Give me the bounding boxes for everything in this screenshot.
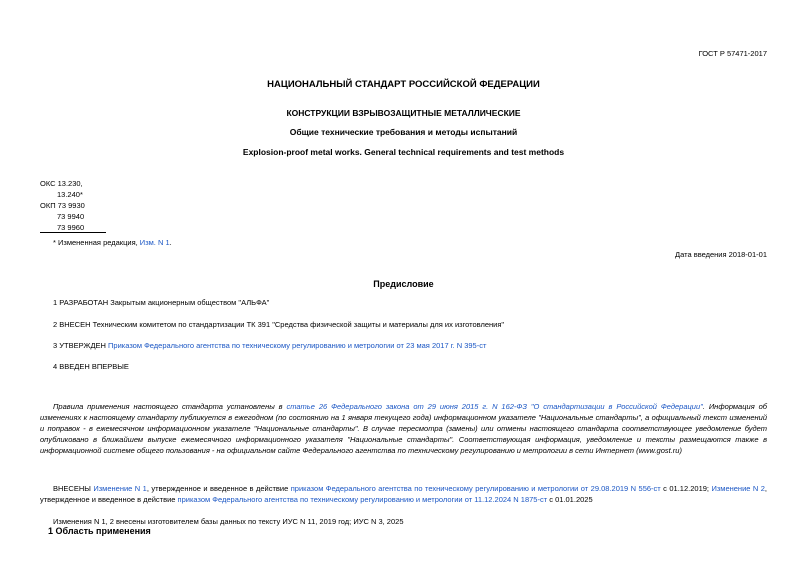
- preface-heading: Предисловие: [373, 279, 434, 289]
- classification-codes: [40, 178, 85, 233]
- standard-title-en: Explosion-proof metal works. General technical requirements and test methods: [242, 147, 565, 157]
- preface-item-approved: [53, 341, 486, 350]
- preface-item-submitted: 2 ВНЕСЕН Техническим комитетом по стандартизации ТК 391 "Средства физической защиты и материалы для их изготовления": [53, 320, 505, 329]
- federal-law-link[interactable]: статье 26 Федерального закона от 29 июня 2015 г. N 162-ФЗ "О стандартизации в Российской Федерации": [286, 402, 703, 411]
- application-rules-paragraph: [40, 401, 767, 456]
- amendments-paragraph: [40, 483, 767, 505]
- amendments-text: , утвержденное и введенное в действие: [146, 484, 291, 493]
- footnote-divider: [40, 232, 106, 233]
- intro-date: Дата введения 2018-01-01: [675, 250, 767, 259]
- footnote-end: .: [169, 238, 172, 247]
- amendments-text: , утвержденное и введенное в действие: [40, 484, 768, 504]
- rules-text-cont: . Информация об изменениях к настоящему стандарту публикуется в ежегодном (по состоянию на 1 января текущего года) информационном указателе "Национальные стандарты", а официальный текст изменений и поправок - в ежемесячном информационном указателе "Национальные стандарты". В случае пересмотра (замены) или отмены настоящего стандарта соответствующее уведомление будет опубликовано в ближайшем выпуске ежемесячного информационного указателя "Национальные стандарты". Соответствующая информация, уведомление и тексты размещаются также в информационной системе общего пользования - на официальном сайте Федерального агентства по техническому регулированию и метрологии в сети Интернет (www.gost.ru): [40, 402, 767, 455]
- approval-order-link[interactable]: Приказом Федерального агентства по техническому регулированию и метрологии от 23 мая 2017 г. N 395-ст: [108, 341, 487, 350]
- oks-code: ОКС 13.230,: [40, 179, 83, 188]
- document-code: ГОСТ Р 57471-2017: [698, 49, 767, 58]
- footnote-amendment-link[interactable]: Изм. N 1: [139, 238, 170, 247]
- amendment-2-order-link[interactable]: приказом Федерального агентства по техническому регулированию и метрологии от 11.12.2024 N 1875-ст: [177, 495, 548, 504]
- amendments-prefix: ВНЕСЕНЫ: [53, 484, 94, 493]
- standard-subtitle-ru: Общие технические требования и методы испытаний: [289, 127, 518, 137]
- standard-title-ru: КОНСТРУКЦИИ ВЗРЫВОЗАЩИТНЫЕ МЕТАЛЛИЧЕСКИЕ: [286, 108, 521, 118]
- preface-item-introduced: 4 ВВЕДЕН ВПЕРВЫЕ: [53, 362, 129, 371]
- okp-code: ОКП 73 9930: [40, 201, 85, 210]
- amendment-1-order-link[interactable]: приказом Федерального агентства по техническому регулированию и метрологии от 29.08.2019 N 556-ст: [290, 484, 661, 493]
- changes-note: Изменения N 1, 2 внесены изготовителем базы данных по тексту ИУС N 11, 2019 год; ИУС N 3, 2025: [53, 517, 404, 526]
- footnote-text: * Измененная редакция,: [53, 238, 140, 247]
- oks-code-cont: 13.240*: [57, 190, 83, 199]
- amendments-text-end: с 01.01.2025: [547, 495, 593, 504]
- approved-prefix: 3 УТВЕРЖДЕН: [53, 341, 109, 350]
- amendment-1-link[interactable]: Изменение N 1: [93, 484, 147, 493]
- section-1-heading: 1 Область применения: [48, 526, 151, 536]
- national-standard-heading: НАЦИОНАЛЬНЫЙ СТАНДАРТ РОССИЙСКОЙ ФЕДЕРАЦИИ: [267, 79, 540, 90]
- okp-code-cont: 73 9960: [57, 223, 85, 232]
- okp-code-cont: 73 9940: [57, 212, 85, 221]
- rules-text: Правила применения настоящего стандарта установлены в: [53, 402, 287, 411]
- amendments-text: с 01.12.2019;: [660, 484, 712, 493]
- footnote: [53, 238, 172, 247]
- preface-item-developed: 1 РАЗРАБОТАН Закрытым акционерным обществом "АЛЬФА": [53, 298, 270, 307]
- amendment-2-link[interactable]: Изменение N 2: [711, 484, 765, 493]
